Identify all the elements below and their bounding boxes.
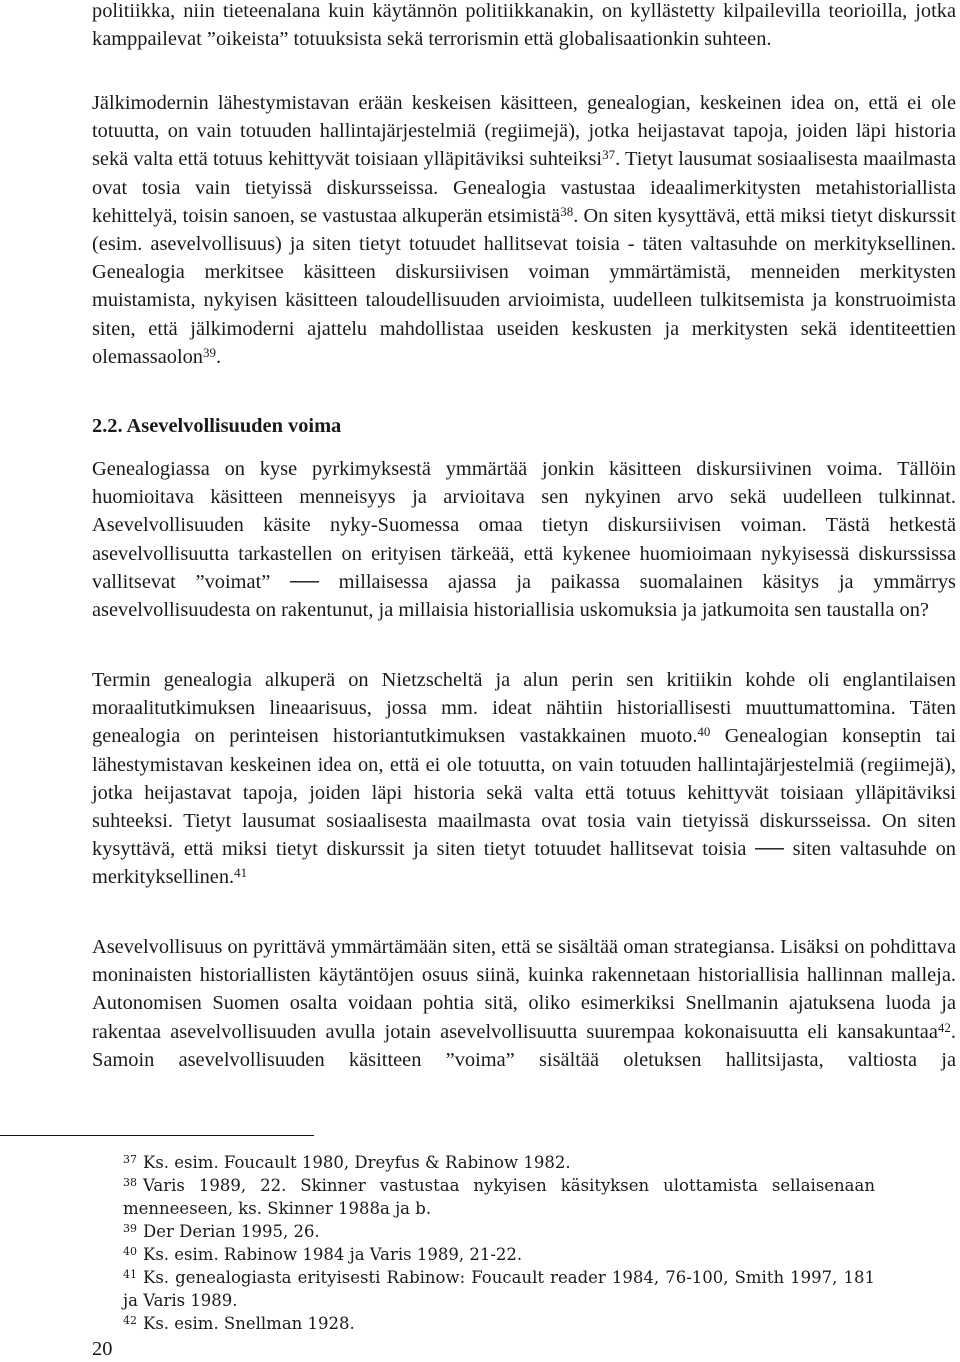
footnote-ref[interactable]: 38 — [560, 203, 574, 219]
footnote-ref[interactable]: 42 — [937, 1019, 951, 1035]
footnote-text: Der Derian 1995, 26. — [143, 1222, 320, 1241]
footnote-text: Ks. esim. Snellman 1928. — [143, 1314, 355, 1333]
footnote-item — [123, 1312, 875, 1335]
footnote-number: 40 — [123, 1245, 137, 1258]
footnote-text: Ks. esim. Rabinow 1984 ja Varis 1989, 21-22. — [143, 1245, 523, 1264]
footnote-item — [123, 1266, 875, 1312]
footnote-text: Ks. genealogiasta erityisesti Rabinow: Foucault reader 1984, 76-100, Smith 1997, 181 ja Varis 1989. — [123, 1268, 875, 1310]
footnote-text: Varis 1989, 22. Skinner vastustaa nykyisen käsityksen ulottamista sellaisenaan menneeseen, ks. Skinner 1988a ja b. — [123, 1176, 875, 1218]
page-number: 20 — [92, 1338, 113, 1360]
section-heading: 2.2. Asevelvollisuuden voima — [92, 415, 342, 437]
paragraph-text: . On siten kysyttävä, että miksi tietyt diskurssit (esim. asevelvollisuus) ja siten tietyt totuudet hallitsevat toisia - täten valtasuhde on merkityksellinen. Genealogia merkitsee käsitteen diskursiivisen voiman ymmärtämistä, menneiden merkitysten muistamista, nykyisen käsitteen taloudellisuuden arvioimista, uudelleen tulkitsemista ja konstruoimista siten, että jälkimoderni ajattelu mahdollistaa useiden keskusten ja merkitysten sekä identiteettien olemassaolon — [92, 204, 957, 368]
footnote-number: 42 — [123, 1314, 137, 1327]
paragraph-text: Asevelvollisuus on pyrittävä ymmärtämään siten, että se sisältää oman strategiansa. Lisäksi on pohdittava moninaisten historiallisten käytäntöjen osuus siinä, kuinka rakennetaan historiallisia hallinnan malleja. Autonomisen Suomen osalta voidaan pohtia sitä, oliko esimerkiksi Snellmanin ajatuksena luoda ja rakentaa asevelvollisuuden avulla jotain asevelvollisuutta suurempaa kokonaisuutta eli kansakuntaa — [92, 936, 956, 1043]
footnote-ref[interactable]: 37 — [602, 147, 616, 163]
paragraph-text: . Samoin asevelvollisuuden käsitteen ”voima” sisältää oletuksen hallitsijasta, valtiosta ja — [92, 1020, 956, 1071]
footnote-number: 38 — [123, 1176, 137, 1189]
footnote-number: 37 — [123, 1153, 137, 1166]
paragraph-genealogy-intro — [92, 89, 956, 371]
footnote-ref[interactable]: 41 — [234, 865, 248, 881]
footnote-number: 41 — [123, 1268, 137, 1281]
paragraph-text: Jälkimodernin lähestymistavan erään keskeisen käsitteen, genealogian, keskeinen idea on, että ei ole totuutta, on vain totuuden hallintajärjestelmiä (regiimejä), jotka heijastavat tapoja, joiden läpi historia sekä valta että totuus kehittyvät toisiaan ylläpitäviksi suhteiksi — [92, 92, 956, 171]
paragraph-genealogy-power: Genealogiassa on kyse pyrkimyksestä ymmärtää jonkin käsitteen diskursiivinen voima. Tällöin huomioitava käsitteen menneisyys ja arvioitava sen nykyinen arvo sekä uudelleen tulkinnat. Asevelvollisuuden käsite nyky-Suomessa omaa tietyn diskursiivisen voiman. Tästä hetkestä asevelvollisuutta tarkastellen on erityisen tärkeää, että kykenee huomioimaan nykyisessä diskurssissa vallitsevat ”voimat” ── millaisessa ajassa ja paikassa suomalainen käsitys ja ymmärrys asevelvollisuudesta on rakentunut, ja millaisia historiallisia uskomuksia ja jatkumoita sen taustalla on? — [92, 458, 956, 622]
footnotes — [123, 1151, 875, 1335]
footnote-ref[interactable]: 39 — [203, 344, 216, 360]
footnote-item — [123, 1243, 875, 1266]
footnote-ref[interactable]: 40 — [697, 724, 711, 740]
paragraph-nietzsche — [92, 666, 956, 892]
continued-paragraph: politiikka, niin tieteenalana kuin käytännön politiikkanakin, on kyllästetty kilpailevilla teorioilla, jotka kamppailevat ”oikeista” totuuksista sekä terrorismin että globalisaationkin suhteen. — [92, 0, 956, 51]
paragraph-text: Genealogian konseptin tai lähestymistavan keskeinen idea on, että ei ole totuutta, on vain totuuden hallintajärjestelmiä (regiimejä), jotka heijastavat tapoja, joiden läpi historia sekä valta että totuus kehittyvät toisiaan ylläpitäviksi suhteeksi. Tietyt lausumat sosiaalisesta maailmasta ovat tosia vain tietyissä diskursseissa. On siten kysyttävä, että miksi tietyt diskurssit ja siten tietyt totuudet hallitsevat toisia ── siten valtasuhde on merkityksellinen. — [92, 725, 956, 889]
footnote-item — [123, 1174, 875, 1220]
paragraph-text: . Tietyt lausumat sosiaalisesta maailmasta ovat tosia vain tietyissä diskursseissa. Genealogia vastustaa ideaalimerkitysten metahistoriallista kehittelyä, toisin sanoen, se vastustaa alkuperän etsimistä — [92, 148, 956, 227]
footnote-number: 39 — [123, 1222, 137, 1235]
paragraph-text: . — [216, 345, 222, 368]
footnote-text: Ks. esim. Foucault 1980, Dreyfus & Rabinow 1982. — [143, 1153, 571, 1172]
page-body — [92, 0, 956, 53]
paragraph-text: Termin genealogia alkuperä on Nietzscheltä ja alun perin sen kritiikin kohde oli englantilaisen moraalitutkimuksen lineaarisuus, jossa mm. ideat nähtiin historiallisesti muuttumattomina. Täten genealogia on perinteisen historiantutkimuksen vastakkainen muoto. — [92, 669, 956, 748]
footnote-item — [123, 1220, 875, 1243]
footnote-separator — [0, 1135, 314, 1136]
footnote-item — [123, 1151, 875, 1174]
paragraph-conscription-strategy — [92, 933, 956, 1074]
